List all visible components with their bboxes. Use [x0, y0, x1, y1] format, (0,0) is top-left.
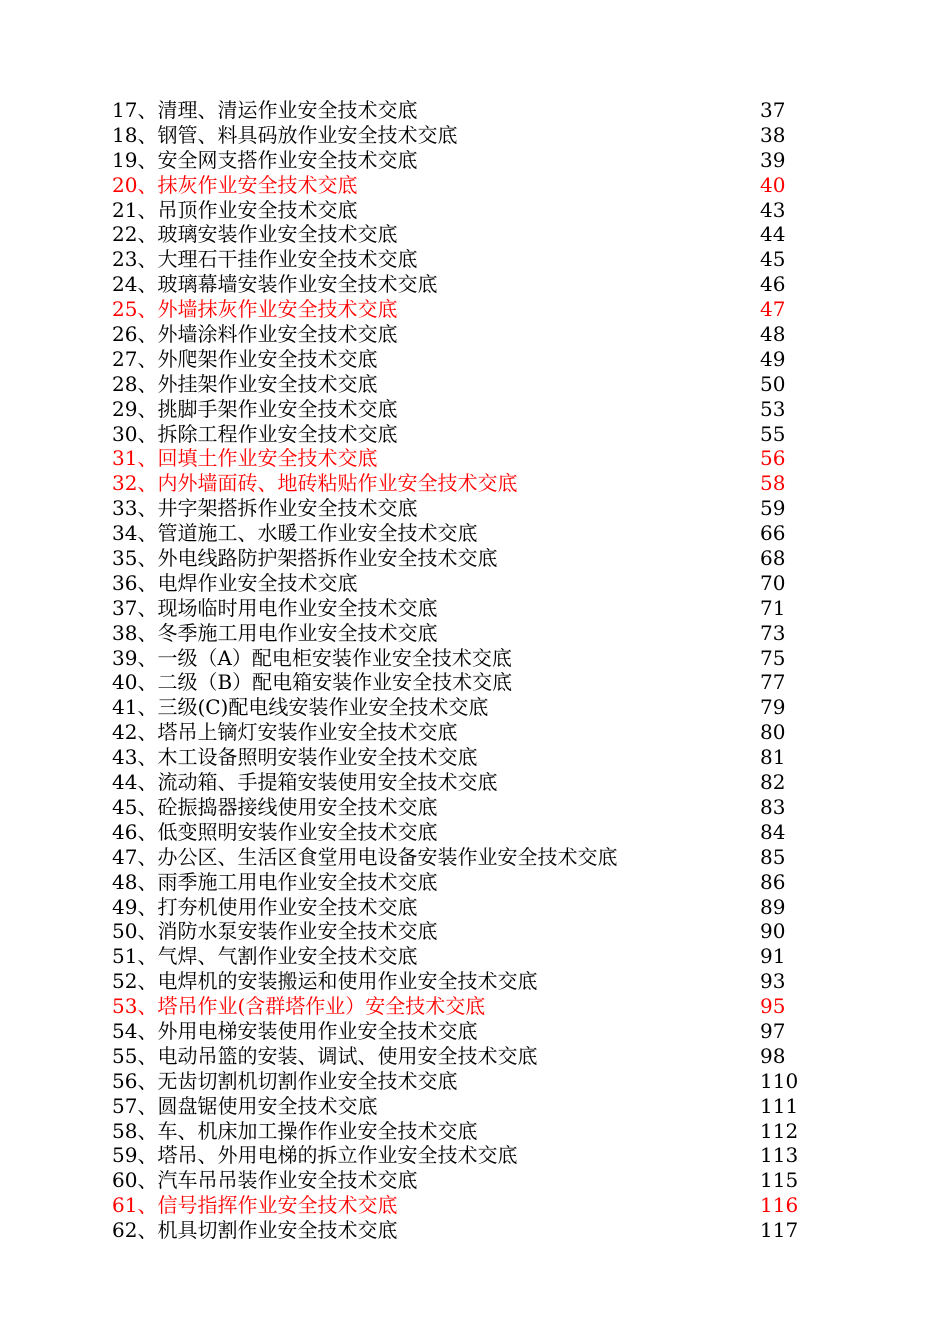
toc-entry-page-number: 38	[760, 122, 786, 147]
toc-entry	[112, 222, 802, 247]
toc-entry	[112, 1193, 802, 1218]
toc-entry	[112, 795, 802, 820]
toc-entry	[112, 198, 802, 223]
toc-entry-page-number: 86	[760, 869, 786, 894]
toc-entry-page-number: 66	[760, 521, 786, 546]
toc-entry-page-number: 97	[760, 1018, 786, 1043]
toc-entry-page-number: 53	[760, 396, 786, 421]
toc-entry-page-number: 49	[760, 346, 786, 371]
toc-entry-title: 23、大理石干挂作业安全技术交底	[112, 247, 418, 272]
toc-entry	[112, 123, 802, 148]
toc-entry-page-number: 37	[760, 98, 786, 122]
toc-entry-page-number: 85	[760, 844, 786, 869]
toc-entry-title: 39、一级（A）配电柜安装作业安全技术交底	[112, 645, 512, 670]
toc-entry	[112, 919, 802, 944]
toc-entry-title: 32、内外墙面砖、地砖粘贴作业安全技术交底	[112, 471, 518, 496]
toc-entry-title: 46、低变照明安装作业安全技术交底	[112, 819, 438, 844]
toc-entry-page-number: 39	[760, 147, 786, 172]
toc-entry-page-number: 70	[760, 570, 786, 595]
toc-entry-title: 19、安全网支搭作业安全技术交底	[112, 147, 418, 172]
toc-entry	[112, 695, 802, 720]
toc-entry-title: 21、吊顶作业安全技术交底	[112, 197, 358, 222]
toc-entry-page-number: 95	[760, 994, 786, 1019]
toc-entry	[112, 870, 802, 895]
toc-entry	[112, 770, 802, 795]
toc-entry-page-number: 113	[760, 1143, 799, 1168]
toc-entry	[112, 1094, 802, 1119]
toc-entry-page-number: 93	[760, 969, 786, 994]
toc-entry-title: 55、电动吊篮的安装、调试、使用安全技术交底	[112, 1043, 538, 1068]
toc-entry-title: 29、挑脚手架作业安全技术交底	[112, 396, 398, 421]
toc-entry-page-number: 68	[760, 546, 786, 571]
toc-entry-page-number: 58	[760, 471, 786, 496]
toc-entry	[112, 372, 802, 397]
toc-entry	[112, 98, 802, 123]
toc-entry	[112, 820, 802, 845]
toc-entry	[112, 646, 802, 671]
toc-entry-title: 49、打夯机使用作业安全技术交底	[112, 894, 418, 919]
toc-entry	[112, 397, 802, 422]
toc-entry-page-number: 47	[760, 297, 786, 322]
toc-entry	[112, 571, 802, 596]
toc-entry-title: 20、抹灰作业安全技术交底	[112, 172, 358, 197]
toc-entry-page-number: 89	[760, 894, 786, 919]
toc-entry	[112, 471, 802, 496]
toc-entry-page-number: 50	[760, 371, 786, 396]
toc-entry-title: 61、信号指挥作业安全技术交底	[112, 1193, 398, 1218]
toc-entry-page-number: 45	[760, 247, 786, 272]
toc-entry-title: 31、回填土作业安全技术交底	[112, 446, 378, 471]
toc-entry-title: 52、电焊机的安装搬运和使用作业安全技术交底	[112, 969, 538, 994]
toc-entry-title: 40、二级（B）配电箱安装作业安全技术交底	[112, 670, 513, 695]
toc-entry	[112, 422, 802, 447]
toc-entry	[112, 1119, 802, 1144]
toc-entry	[112, 596, 802, 621]
toc-entry	[112, 297, 802, 322]
toc-entry-page-number: 112	[760, 1118, 799, 1143]
toc-entry-page-number: 46	[760, 272, 786, 297]
toc-entry	[112, 347, 802, 372]
toc-entry-page-number: 77	[760, 670, 786, 695]
toc-entry-page-number: 116	[760, 1193, 799, 1218]
toc-entry-page-number: 48	[760, 322, 786, 347]
toc-entry-title: 54、外用电梯安装使用作业安全技术交底	[112, 1018, 478, 1043]
toc-entry-page-number: 44	[760, 222, 786, 247]
toc-entry-page-number: 111	[760, 1093, 799, 1118]
toc-entry-title: 38、冬季施工用电作业安全技术交底	[112, 620, 438, 645]
toc-entry-title: 33、井字架搭拆作业安全技术交底	[112, 496, 418, 521]
toc-entry-page-number: 79	[760, 695, 786, 720]
toc-entry-title: 27、外爬架作业安全技术交底	[112, 346, 378, 371]
toc-entry-title: 47、办公区、生活区食堂用电设备安装作业安全技术交底	[112, 844, 618, 869]
toc-entry	[112, 1069, 802, 1094]
toc-entry-page-number: 40	[760, 172, 786, 197]
toc-entry-page-number: 81	[760, 745, 786, 770]
toc-entry-title: 42、塔吊上镝灯安装作业安全技术交底	[112, 720, 458, 745]
toc-entry-page-number: 80	[760, 720, 786, 745]
toc-entry	[112, 496, 802, 521]
toc-entry-page-number: 110	[760, 1068, 799, 1093]
toc-entry-page-number: 59	[760, 496, 786, 521]
toc-entry-page-number: 115	[760, 1168, 799, 1193]
toc-entry-page-number: 71	[760, 595, 786, 620]
toc-entry-page-number: 117	[760, 1218, 799, 1243]
toc-entry	[112, 148, 802, 173]
toc-entry	[112, 745, 802, 770]
toc-entry-title: 28、外挂架作业安全技术交底	[112, 371, 378, 396]
toc-entry-title: 43、木工设备照明安装作业安全技术交底	[112, 745, 478, 770]
toc-entry	[112, 322, 802, 347]
toc-entry-title: 41、三级(C)配电线安装作业安全技术交底	[112, 695, 489, 720]
table-of-contents	[112, 98, 802, 1243]
toc-entry-title: 62、机具切割作业安全技术交底	[112, 1218, 398, 1243]
toc-entry	[112, 546, 802, 571]
toc-entry-page-number: 55	[760, 421, 786, 446]
toc-entry-title: 51、气焊、气割作业安全技术交底	[112, 944, 418, 969]
toc-entry-page-number: 90	[760, 919, 786, 944]
toc-entry	[112, 173, 802, 198]
toc-entry-title: 60、汽车吊吊装作业安全技术交底	[112, 1168, 418, 1193]
toc-entry-title: 26、外墙涂料作业安全技术交底	[112, 322, 398, 347]
toc-entry-page-number: 75	[760, 645, 786, 670]
toc-entry	[112, 969, 802, 994]
toc-entry	[112, 1218, 802, 1243]
toc-entry	[112, 247, 802, 272]
toc-entry-page-number: 98	[760, 1043, 786, 1068]
toc-entry-title: 37、现场临时用电作业安全技术交底	[112, 595, 438, 620]
toc-entry	[112, 944, 802, 969]
toc-entry-title: 57、圆盘锯使用安全技术交底	[112, 1093, 378, 1118]
toc-entry	[112, 621, 802, 646]
toc-entry-title: 30、拆除工程作业安全技术交底	[112, 421, 398, 446]
toc-entry-title: 45、砼振捣器接线使用安全技术交底	[112, 794, 438, 819]
toc-entry	[112, 1143, 802, 1168]
toc-entry	[112, 1044, 802, 1069]
toc-entry	[112, 845, 802, 870]
toc-entry	[112, 994, 802, 1019]
toc-entry-title: 53、塔吊作业(含群塔作业）安全技术交底	[112, 994, 486, 1019]
toc-entry	[112, 720, 802, 745]
toc-entry-page-number: 73	[760, 620, 786, 645]
toc-entry	[112, 895, 802, 920]
toc-entry-title: 18、钢管、料具码放作业安全技术交底	[112, 122, 458, 147]
toc-entry	[112, 521, 802, 546]
toc-entry-page-number: 83	[760, 794, 786, 819]
toc-entry-page-number: 82	[760, 770, 786, 795]
toc-entry-title: 56、无齿切割机切割作业安全技术交底	[112, 1068, 458, 1093]
toc-entry-title: 22、玻璃安装作业安全技术交底	[112, 222, 398, 247]
toc-entry-title: 17、清理、清运作业安全技术交底	[112, 98, 418, 122]
toc-entry	[112, 670, 802, 695]
toc-entry	[112, 1168, 802, 1193]
toc-entry-title: 48、雨季施工用电作业安全技术交底	[112, 869, 438, 894]
toc-entry-title: 50、消防水泵安装作业安全技术交底	[112, 919, 438, 944]
toc-entry-title: 35、外电线路防护架搭拆作业安全技术交底	[112, 546, 498, 571]
toc-entry-page-number: 56	[760, 446, 786, 471]
toc-entry-title: 58、车、机床加工操作作业安全技术交底	[112, 1118, 478, 1143]
toc-entry-title: 34、管道施工、水暖工作业安全技术交底	[112, 521, 478, 546]
toc-entry	[112, 446, 802, 471]
toc-entry	[112, 1019, 802, 1044]
toc-entry	[112, 272, 802, 297]
toc-entry-page-number: 91	[760, 944, 786, 969]
toc-entry-title: 25、外墙抹灰作业安全技术交底	[112, 297, 398, 322]
toc-entry-title: 59、塔吊、外用电梯的拆立作业安全技术交底	[112, 1143, 518, 1168]
toc-entry-page-number: 43	[760, 197, 786, 222]
toc-entry-title: 24、玻璃幕墙安装作业安全技术交底	[112, 272, 438, 297]
toc-entry-title: 36、电焊作业安全技术交底	[112, 570, 358, 595]
toc-entry-page-number: 84	[760, 819, 786, 844]
toc-entry-title: 44、流动箱、手提箱安装使用安全技术交底	[112, 770, 498, 795]
